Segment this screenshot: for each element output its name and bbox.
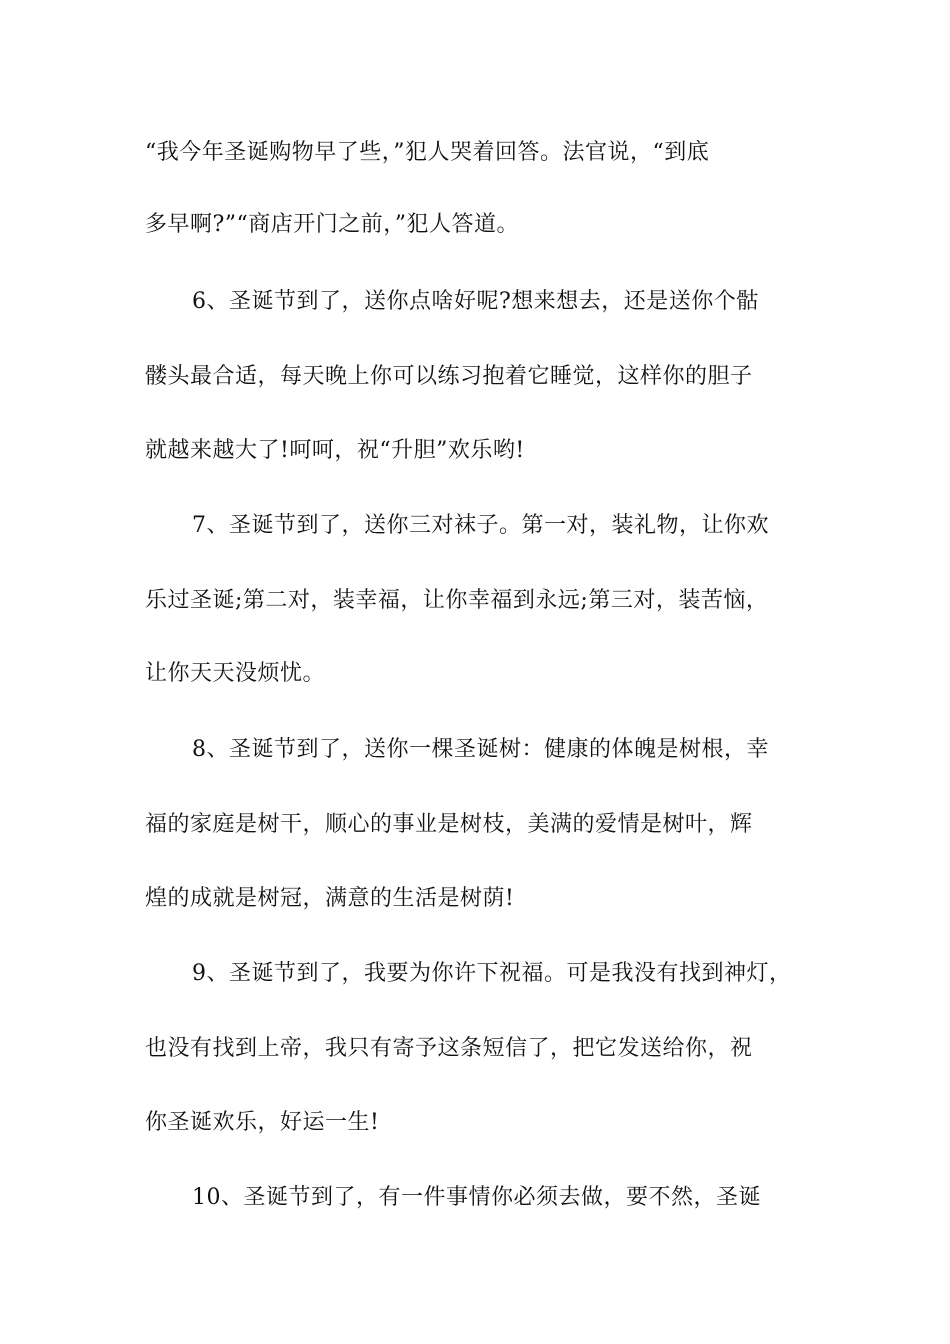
paragraph-line: 乐过圣诞;第二对，装幸福，让你幸福到永远;第三对，装苦恼， (145, 588, 769, 613)
paragraph-line: 9、圣诞节到了，我要为你许下祝福。可是我没有找到神灯， (192, 961, 792, 986)
paragraph-line: 也没有找到上帝，我只有寄予这条短信了，把它发送给你，祝 (145, 1036, 753, 1061)
paragraph-line: 7、圣诞节到了，送你三对袜子。第一对，装礼物，让你欢 (192, 513, 769, 538)
paragraph-line: 你圣诞欢乐，好运一生! (145, 1110, 380, 1135)
paragraph-line: 就越来越大了!呵呵，祝“升胆”欢乐哟! (145, 438, 525, 463)
paragraph-line: 福的家庭是树干，顺心的事业是树枝，美满的爱情是树叶，辉 (145, 812, 753, 837)
paragraph-line: 多早啊?”“商店开门之前，”犯人答道。 (145, 212, 520, 237)
paragraph-line: 10、圣诞节到了，有一件事情你必须去做，要不然，圣诞 (192, 1185, 761, 1210)
paragraph-line: “我今年圣诞购物早了些，”犯人哭着回答。法官说，“到底 (145, 140, 710, 165)
paragraph-line: 8、圣诞节到了，送你一棵圣诞树：健康的体魄是树根，幸 (192, 737, 769, 762)
paragraph-line: 煌的成就是树冠，满意的生活是树荫! (145, 886, 515, 911)
paragraph-line: 髅头最合适，每天晚上你可以练习抱着它睡觉，这样你的胆子 (145, 364, 753, 389)
paragraph-line: 让你天天没烦忧。 (145, 661, 326, 686)
paragraph-line: 6、圣诞节到了，送你点啥好呢?想来想去，还是送你个骷 (192, 289, 759, 314)
